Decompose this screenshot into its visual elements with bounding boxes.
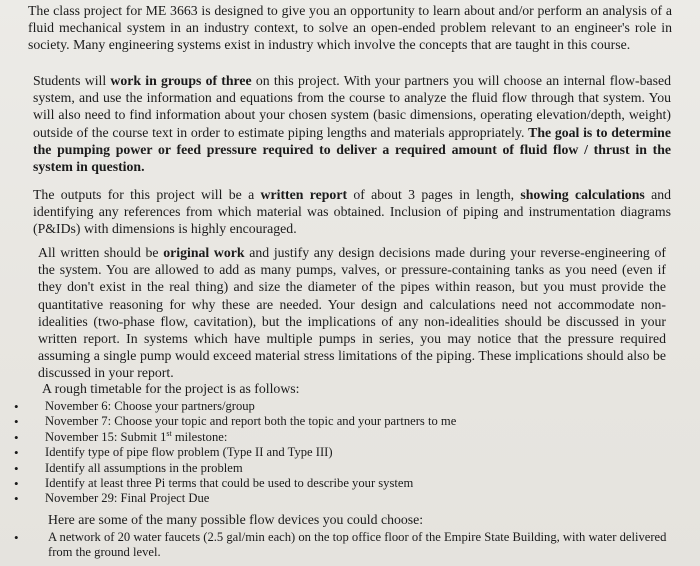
groups-bold-text: work in groups of three: [110, 73, 252, 88]
timetable-item-text: Identify type of pipe flow problem (Type II and Type III): [45, 445, 333, 460]
bullet-icon: •: [14, 399, 19, 414]
list-item: [0, 445, 600, 460]
outputs-lead-text: The outputs for this project will be a: [33, 187, 261, 202]
original-tail-text: and justify any design decisions made during your reverse-engineering of the system. You are allowed to add as many pumps, valves, or pressure-containing tanks as you need (even if they don't exist in the real thing) and size the diameter of the pipes within reason, but you must provide the quantitative reasoning for why these are needed. Your design and calculations need not accommodate non-idealities (two-phase flow, cavitation), but the implications of any non-idealities should be discussed in your written report. In systems which have multiple pumps in series, you may notice that the pressure required assuming a single pump would exceed material stress limitations of the piping. These implications should also be discussed in your report.: [38, 245, 666, 381]
timetable-item-text: November 15: Submit 1: [45, 429, 167, 444]
bullet-icon: •: [14, 445, 19, 461]
list-item: [0, 491, 600, 506]
devices-list: [0, 530, 700, 560]
bullet-icon: •: [14, 530, 19, 545]
timetable-intro: A rough timetable for the project is as follows:: [42, 381, 300, 396]
timetable-item-text: November 6: Choose your partners/group: [45, 399, 255, 413]
list-item: [0, 461, 600, 476]
bullet-icon: •: [14, 491, 19, 507]
timetable-item-text: Identify all assumptions in the problem: [45, 460, 243, 475]
calcs-bold-text: showing calculations: [520, 187, 645, 202]
original-work-paragraph: [38, 244, 666, 382]
list-item: [0, 430, 600, 445]
groups-paragraph: [33, 72, 671, 175]
report-bold-text: written report: [260, 187, 348, 202]
outputs-middle-text: of about 3 pages in length,: [347, 187, 521, 202]
bullet-icon: •: [14, 429, 19, 445]
original-lead-text: All written should be: [38, 245, 164, 260]
groups-lead-text: Students will: [33, 73, 111, 88]
outputs-tail-text: and identifying any references from which material was obtained. Inclusion of piping and instrumentation diagrams (P&IDs) with dimensions is highly encouraged.: [33, 187, 672, 237]
list-item: [0, 414, 600, 429]
device-item-text: A network of 20 water faucets (2.5 gal/min each) on the top office floor of the Empire State Building, with water delivered from the ground level.: [48, 530, 667, 559]
list-item: [0, 530, 668, 560]
bullet-icon: •: [14, 476, 19, 492]
goal-bold-text: The goal is to determine the pumping power or feed pressure required to deliver a required amount of fluid flow / thrust in the system in question.: [33, 124, 671, 175]
devices-intro: Here are some of the many possible flow devices you could choose:: [48, 512, 424, 527]
timetable-item-text: November 7: Choose your topic and report both the topic and your partners to me: [45, 414, 457, 429]
list-item: [0, 399, 600, 414]
intro-paragraph: [28, 2, 672, 54]
outputs-paragraph: [33, 186, 671, 238]
timetable-item-text: milestone:: [171, 429, 228, 444]
timetable-item-text: Identify at least three Pi terms that could be used to describe your system: [45, 476, 414, 491]
superscript-text: st: [166, 428, 172, 438]
timetable-item-text: November 29: Final Project Due: [45, 491, 210, 506]
original-bold-text: original work: [163, 245, 245, 260]
intro-text: The class project for ME 3663 is designed to give you an opportunity to learn about and/or perform an analysis of a fluid mechanical system in an industry context, to solve an open-ended problem relevant to an engineer's role in society. Many engineering systems exist in industry which involve the concepts that are taught in this course.: [28, 3, 672, 53]
bullet-icon: •: [14, 414, 19, 430]
bullet-icon: •: [14, 460, 19, 476]
groups-middle-text: on this project. With your partners you will choose an internal flow-based system, and use the information and equations from the course to analyze the fluid flow through that system. You will also need to find information about your chosen system (basic dimensions, operating elevation/depth, weight) outside of the course text in order to estimate piping lengths and materials appropriately.: [33, 73, 672, 140]
timetable-list: [0, 399, 600, 507]
list-item: [0, 476, 600, 491]
